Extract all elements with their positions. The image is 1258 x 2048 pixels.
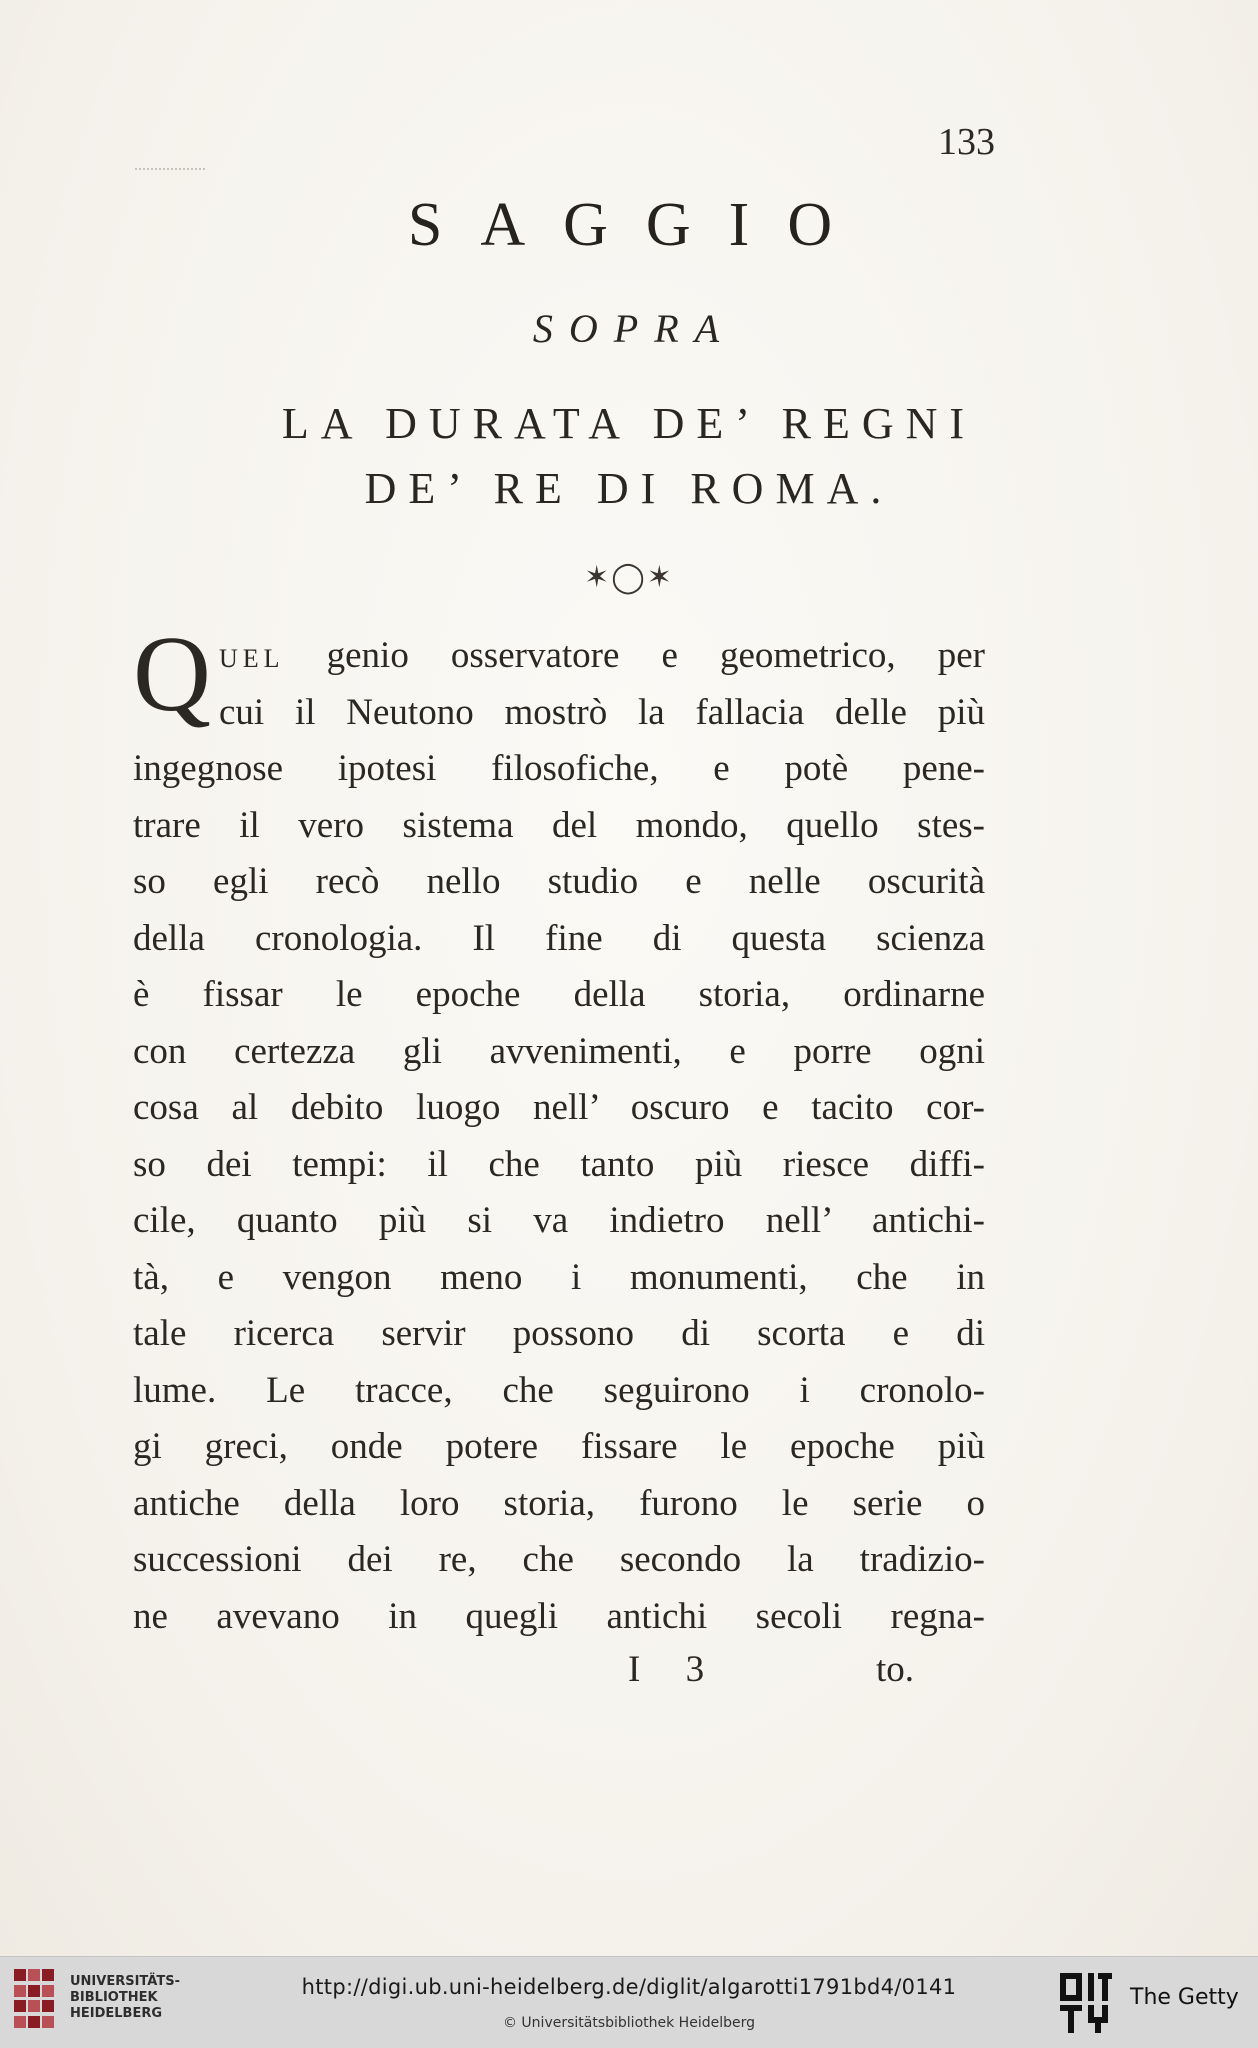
text-line: so dei tempi: il che tanto più riesce diffi- bbox=[133, 1143, 985, 1185]
text-line: gi greci, onde potere fissare le epoche più bbox=[133, 1426, 985, 1467]
smallcaps-word: UEL bbox=[219, 644, 285, 673]
title-line-1: LA DURATA DE’ REGNI bbox=[281, 399, 977, 448]
body-text bbox=[133, 615, 985, 1645]
partner-name: The Getty bbox=[1130, 1985, 1239, 2010]
drop-cap: Q bbox=[133, 615, 211, 734]
text-line-rest: genio osservatore e geometrico, per bbox=[284, 635, 985, 676]
footer-bar bbox=[0, 1956, 1258, 2048]
text-line: della cronologia. Il fine di questa scienza bbox=[133, 917, 985, 959]
library-name: UNIVERSITÄTS- BIBLIOTHEK HEIDELBERG bbox=[70, 1974, 180, 2021]
ink-smudge bbox=[135, 168, 205, 174]
text-line: ne avevano in quegli antichi secoli regna- bbox=[133, 1595, 985, 1637]
signature-mark: I 3 bbox=[628, 1649, 723, 1690]
page-number: 133 bbox=[938, 121, 995, 163]
text-line: antiche della loro storia, furono le serie o bbox=[133, 1482, 985, 1524]
title-main: SAGGIO bbox=[407, 191, 871, 259]
text-line: con certezza gli avvenimenti, e porre ogni bbox=[133, 1030, 985, 1072]
ornament-divider: ✶◯✶ bbox=[584, 561, 674, 594]
text-line: tale ricerca servir possono di scorta e di bbox=[133, 1313, 985, 1354]
title-sopra: SOPRA bbox=[532, 306, 736, 351]
text-line: cui il Neutono mostrò la fallacia delle più bbox=[219, 691, 985, 733]
text-line bbox=[133, 628, 985, 685]
text-line: tà, e vengon meno i monumenti, che in bbox=[133, 1256, 985, 1298]
title-line-2: DE’ RE DI ROMA. bbox=[364, 464, 894, 513]
text-line: trare il vero sistema del mondo, quello stes- bbox=[133, 804, 985, 846]
copyright-notice: © Universitätsbibliothek Heidelberg bbox=[502, 2015, 755, 2031]
text-line: cile, quanto più si va indietro nell’ antichi- bbox=[133, 1200, 985, 1241]
catchword: to. bbox=[876, 1649, 915, 1690]
permalink-url[interactable]: http://digi.ub.uni-heidelberg.de/diglit/algarotti1791bd4/0141 bbox=[301, 1975, 957, 1999]
text-line: so egli recò nello studio e nelle oscurità bbox=[133, 861, 985, 902]
text-line: cosa al debito luogo nell’ oscuro e tacito cor- bbox=[133, 1087, 985, 1128]
text-line: ingegnose ipotesi filosofiche, e potè pene- bbox=[133, 748, 985, 789]
getty-logo-icon bbox=[1058, 1971, 1114, 2035]
text-line: successioni dei re, che secondo la tradizio- bbox=[133, 1539, 985, 1580]
text-line: lume. Le tracce, che seguirono i cronolo- bbox=[133, 1369, 985, 1411]
text-line: è fissar le epoche della storia, ordinarne bbox=[133, 974, 985, 1015]
